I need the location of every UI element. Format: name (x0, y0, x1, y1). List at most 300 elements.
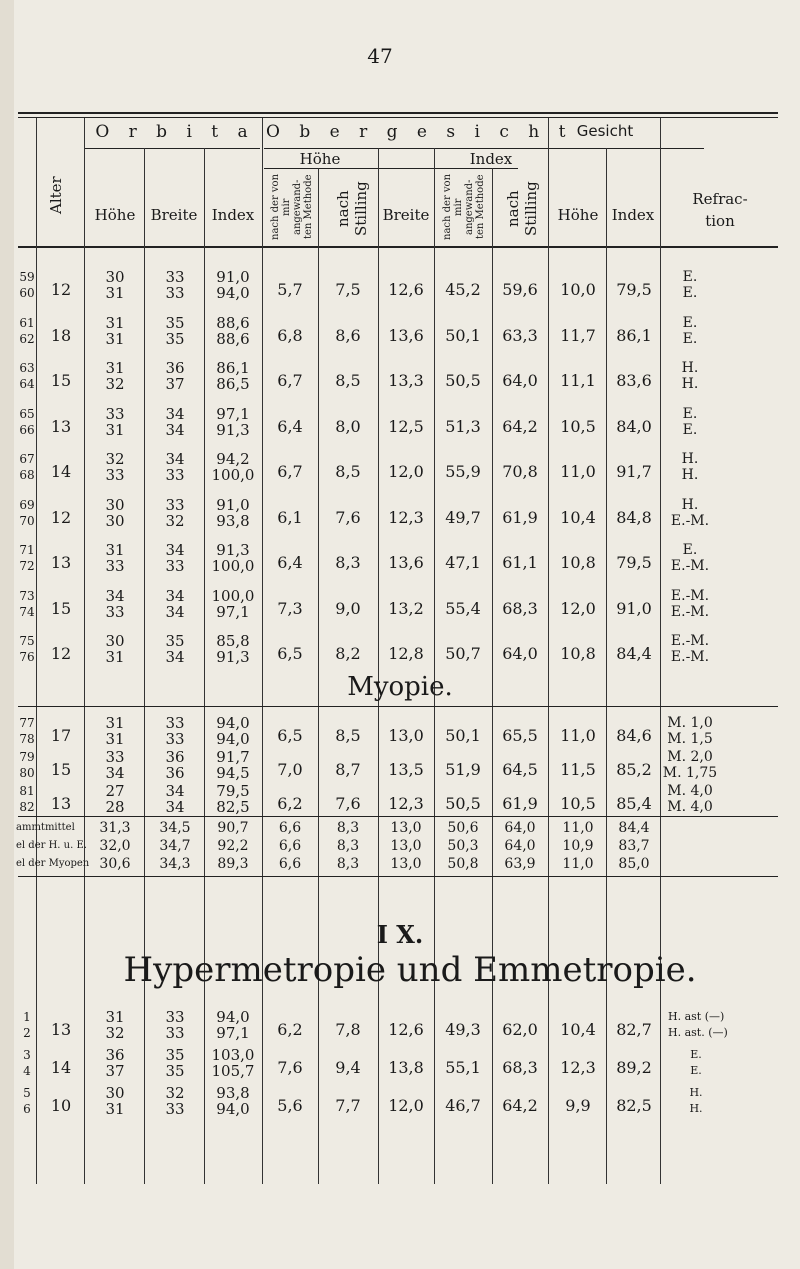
i1-cell: 55,1 (445, 1058, 481, 1077)
oi-cell: 105,7 (211, 1062, 255, 1080)
h1-cell: 6,4 (277, 553, 303, 572)
oh-cell: 32,0 (99, 838, 131, 854)
h2-cell: 8,7 (335, 760, 361, 779)
row-number: 68 (19, 468, 35, 482)
summary-label: el der Myopen (16, 858, 90, 869)
age-cell: 10 (50, 1096, 72, 1115)
oh-cell: 36 (105, 1046, 125, 1064)
oh-cell: 32 (105, 375, 125, 393)
oi-cell: 94,5 (216, 764, 250, 782)
oi-cell: 91,7 (216, 748, 250, 766)
ob-cell: 36 (165, 764, 185, 782)
oh-cell: 30 (105, 632, 125, 650)
myopie-rule (18, 706, 778, 707)
col-line (434, 148, 435, 1184)
gh-cell: 10,0 (560, 280, 596, 299)
row-number: 66 (19, 422, 35, 437)
gi-cell: 82,5 (616, 1096, 652, 1115)
age-cell: 13 (50, 553, 72, 572)
row-number: 67 (19, 452, 35, 466)
h1-cell: 6,7 (277, 371, 303, 390)
row-number: 1 (23, 1010, 31, 1024)
row-number: 63 (19, 361, 35, 375)
oh-cell: 37 (105, 1062, 125, 1080)
br-cell: 13,8 (388, 1058, 424, 1077)
header-orbita-index: Index (211, 206, 255, 224)
h2-cell: 8,3 (336, 856, 360, 872)
oi-cell: 94,0 (216, 714, 250, 732)
i1-cell: 47,1 (445, 553, 481, 572)
h1-cell: 5,6 (277, 1096, 303, 1115)
gi-cell: 84,6 (616, 726, 652, 745)
refraction-cell: H. (689, 1086, 703, 1099)
row-number: 79 (19, 750, 35, 764)
oh-cell: 31 (105, 313, 125, 332)
h1-cell: 6,4 (277, 416, 303, 436)
h1-cell: 6,7 (277, 462, 303, 481)
oh-cell: 31 (105, 420, 125, 439)
i1-cell: 50,1 (445, 325, 481, 345)
ob-cell: 33 (165, 714, 185, 732)
row-number: 61 (19, 315, 35, 330)
ob-cell: 33 (165, 557, 185, 575)
ob-cell: 35 (165, 329, 185, 348)
refraction-cell: M. 4,0 (667, 799, 713, 815)
gi-cell: 82,7 (616, 1020, 652, 1039)
h2-cell: 7,6 (335, 794, 361, 813)
row-number: 3 (23, 1048, 31, 1062)
oi-cell: 92,2 (217, 838, 249, 854)
i1-cell: 51,3 (445, 416, 481, 436)
oh-cell: 28 (105, 798, 125, 816)
refraction-cell: E. (682, 285, 698, 301)
row-number: 81 (19, 784, 35, 798)
oh-cell: 31 (105, 1100, 125, 1118)
h2-cell: 8,5 (335, 726, 361, 745)
row-number: 59 (19, 270, 35, 284)
oi-cell: 97,1 (216, 602, 250, 621)
oh-cell: 33 (105, 748, 125, 766)
h1-cell: 6,5 (277, 726, 303, 745)
row-number: 64 (19, 377, 35, 391)
refraction-cell: H. (689, 1102, 703, 1115)
hoehe-index-subrule (264, 168, 518, 169)
i1-cell: 50,6 (447, 820, 479, 836)
br-cell: 13,5 (388, 760, 424, 779)
oi-cell: 94,0 (216, 1008, 250, 1026)
ob-cell: 34 (165, 798, 185, 816)
refraction-cell: E.-M. (670, 633, 710, 649)
ob-cell: 34 (165, 404, 185, 423)
age-cell: 15 (50, 760, 72, 779)
oh-cell: 31,3 (99, 820, 131, 836)
i2-cell: 61,1 (502, 553, 538, 572)
age-cell: 15 (50, 371, 72, 390)
oh-cell: 31 (105, 648, 125, 666)
header-bottom-rule (18, 246, 778, 248)
h2-cell: 8,3 (336, 838, 360, 854)
gh-cell: 10,4 (560, 1020, 596, 1039)
oh-cell: 31 (105, 1008, 125, 1026)
gi-cell: 83,6 (616, 371, 652, 390)
h1-cell: 7,0 (277, 760, 303, 779)
gh-cell: 10,9 (562, 838, 594, 854)
age-cell: 12 (50, 280, 72, 299)
ob-cell: 33 (165, 730, 185, 748)
col-line (606, 148, 607, 1184)
refraction-cell: E. (682, 330, 698, 347)
oh-cell: 33 (105, 466, 125, 484)
gi-cell: 91,7 (616, 462, 652, 481)
i1-cell: 49,3 (445, 1020, 481, 1039)
header-obergesicht-breite: Breite (382, 206, 430, 224)
age-cell: 12 (50, 507, 72, 527)
header-gesicht-index: Index (611, 206, 655, 224)
ob-cell: 33 (165, 495, 185, 514)
ob-cell: 32 (165, 511, 185, 530)
gesicht-subrule (264, 148, 704, 149)
br-cell: 12,0 (388, 462, 424, 481)
i1-cell: 51,9 (445, 760, 481, 779)
header-obergesicht: O b e r g e s i c h t (266, 122, 573, 142)
br-cell: 13,3 (388, 371, 424, 390)
refraction-cell: H. (681, 360, 699, 376)
h1-cell: 6,6 (278, 856, 302, 872)
br-cell: 12,3 (388, 794, 424, 813)
header-refraction-2: tion (705, 212, 735, 230)
col-line (660, 118, 661, 1184)
h2-cell: 8,2 (335, 644, 361, 663)
ob-cell: 36 (165, 359, 185, 377)
orbita-subrule (84, 148, 260, 149)
header-obergesicht-hoehe: Höhe (299, 150, 341, 168)
oi-cell: 94,0 (216, 284, 250, 302)
ob-cell: 33 (165, 1024, 185, 1042)
oh-cell: 30,6 (99, 856, 131, 872)
age-cell: 13 (50, 416, 72, 436)
h1-cell: 6,2 (277, 1020, 303, 1039)
row-number: 74 (19, 604, 35, 619)
age-cell: 13 (50, 794, 72, 813)
gi-cell: 84,4 (618, 820, 650, 836)
i2-cell: 64,2 (502, 1096, 538, 1115)
i1-cell: 55,9 (445, 462, 481, 481)
i2-cell: 64,5 (502, 760, 538, 779)
i2-cell: 59,6 (502, 280, 538, 299)
oi-cell: 100,0 (211, 586, 255, 605)
gi-cell: 85,2 (616, 760, 652, 779)
row-number: 2 (23, 1026, 31, 1040)
age-cell: 15 (50, 598, 72, 618)
h2-cell: 8,5 (335, 371, 361, 390)
oi-cell: 94,2 (216, 450, 250, 468)
i2-cell: 65,5 (502, 726, 538, 745)
row-number: 72 (19, 559, 35, 573)
ob-cell: 34 (165, 586, 185, 605)
age-cell: 17 (50, 726, 72, 745)
ob-cell: 33 (165, 1100, 185, 1118)
oi-cell: 89,3 (217, 856, 249, 872)
row-number: 77 (19, 716, 35, 730)
gh-cell: 11,0 (560, 462, 596, 481)
oi-cell: 79,5 (216, 782, 250, 800)
header-index-stilling: nach Stilling (504, 181, 540, 237)
col-line (204, 148, 205, 1184)
ob-cell: 34 (165, 648, 185, 666)
oh-cell: 30 (105, 1084, 125, 1102)
h2-cell: 7,6 (335, 507, 361, 527)
refraction-cell: E. (690, 1048, 702, 1061)
h2-cell: 8,5 (335, 462, 361, 481)
ob-cell: 34,3 (159, 856, 191, 872)
br-cell: 12,5 (388, 416, 424, 436)
i2-cell: 63,9 (504, 856, 536, 872)
oi-cell: 91,0 (216, 495, 250, 514)
h1-cell: 6,6 (278, 838, 302, 854)
h2-cell: 8,6 (335, 325, 361, 345)
gi-cell: 79,5 (616, 280, 652, 299)
oh-cell: 31 (105, 714, 125, 732)
ob-cell: 33 (165, 284, 185, 302)
refraction-cell: E. (682, 421, 698, 438)
gi-cell: 84,0 (616, 416, 652, 436)
age-cell: 14 (50, 462, 72, 481)
i1-cell: 50,5 (445, 794, 481, 813)
header-hoehe-stilling: nach Stilling (334, 181, 370, 237)
gi-cell: 83,7 (618, 838, 650, 854)
oi-cell: 94,0 (216, 1100, 250, 1118)
row-number: 78 (19, 732, 35, 746)
i1-cell: 50,5 (445, 371, 481, 390)
header-hoehe-methode: nach der von mir angewand-ten Methode (270, 174, 314, 241)
oi-cell: 97,1 (216, 404, 250, 423)
row-number: 71 (19, 543, 35, 557)
i1-cell: 50,1 (445, 726, 481, 745)
oi-cell: 97,1 (216, 1024, 250, 1042)
gi-cell: 85,0 (618, 856, 650, 872)
h1-cell: 5,7 (277, 280, 303, 299)
oh-cell: 34 (105, 586, 125, 605)
h2-cell: 7,8 (335, 1020, 361, 1039)
i2-cell: 70,8 (502, 462, 538, 481)
header-obergesicht-index: Index (469, 150, 513, 168)
row-number: 75 (19, 634, 35, 648)
header-gesicht: Gesicht (576, 122, 634, 140)
header-refraction-1: Refrac- (692, 190, 748, 208)
oh-cell: 30 (105, 268, 125, 286)
refraction-cell: H. ast (—) (668, 1010, 725, 1023)
header-orbita-hoehe: Höhe (94, 206, 136, 224)
i1-cell: 50,8 (447, 856, 479, 872)
oi-cell: 91,0 (216, 268, 250, 286)
oh-cell: 30 (105, 511, 125, 530)
gi-cell: 79,5 (616, 553, 652, 572)
i2-cell: 64,0 (504, 820, 536, 836)
h1-cell: 6,8 (277, 325, 303, 345)
oh-cell: 32 (105, 450, 125, 468)
h1-cell: 6,6 (278, 820, 302, 836)
ob-cell: 35 (165, 1046, 185, 1064)
col-line (144, 148, 145, 1184)
br-cell: 13,0 (390, 820, 422, 836)
refraction-cell: E.-M. (670, 603, 710, 620)
gh-cell: 11,0 (562, 856, 594, 872)
ob-cell: 34 (165, 450, 185, 468)
h2-cell: 7,5 (335, 280, 361, 299)
header-orbita-breite: Breite (150, 206, 198, 224)
myopie-title: Myopie. (347, 672, 453, 702)
i2-cell: 64,0 (504, 838, 536, 854)
ob-cell: 35 (165, 632, 185, 650)
i2-cell: 61,9 (502, 507, 538, 527)
oh-cell: 31 (105, 329, 125, 348)
refraction-cell: E.-M. (670, 587, 710, 604)
age-cell: 12 (50, 644, 72, 663)
oi-cell: 93,8 (216, 511, 250, 530)
refraction-cell: H. (681, 376, 699, 392)
oi-cell: 88,6 (216, 313, 250, 332)
top-rule (18, 112, 778, 114)
section-ix-numeral: I X. (376, 920, 424, 949)
h2-cell: 9,0 (335, 598, 361, 618)
summary-rule (18, 816, 778, 817)
i1-cell: 45,2 (445, 280, 481, 299)
gi-cell: 84,8 (616, 507, 652, 527)
gi-cell: 91,0 (616, 598, 652, 618)
ob-cell: 34 (165, 541, 185, 559)
oi-cell: 100,0 (211, 557, 255, 575)
gh-cell: 11,5 (560, 760, 596, 779)
refraction-cell: M. 1,75 (662, 765, 718, 781)
gi-cell: 85,4 (616, 794, 652, 813)
ob-cell: 35 (165, 1062, 185, 1080)
oi-cell: 82,5 (216, 798, 250, 816)
oi-cell: 86,5 (216, 375, 250, 393)
oh-cell: 34 (105, 764, 125, 782)
row-number: 70 (19, 513, 35, 528)
scan-binding-edge (0, 0, 15, 1269)
ob-cell: 34,7 (159, 838, 191, 854)
refraction-cell: E. (682, 542, 698, 558)
refraction-cell: M. 1,5 (667, 731, 713, 747)
i1-cell: 46,7 (445, 1096, 481, 1115)
age-cell: 14 (50, 1058, 72, 1077)
ob-cell: 33 (165, 268, 185, 286)
i1-cell: 55,4 (445, 598, 481, 618)
row-number: 62 (19, 331, 35, 346)
col-line (378, 148, 379, 1184)
i2-cell: 62,0 (502, 1020, 538, 1039)
i2-cell: 64,0 (502, 371, 538, 390)
i2-cell: 68,3 (502, 598, 538, 618)
gh-cell: 10,8 (560, 553, 596, 572)
gh-cell: 11,7 (560, 325, 596, 345)
h2-cell: 7,7 (335, 1096, 361, 1115)
summary-label: ammtmittel (16, 822, 75, 833)
gh-cell: 12,3 (560, 1058, 596, 1077)
gh-cell: 11,0 (562, 820, 594, 836)
oh-cell: 31 (105, 284, 125, 302)
br-cell: 13,2 (388, 598, 424, 618)
gh-cell: 12,0 (560, 598, 596, 618)
col-line (548, 118, 549, 1184)
oi-cell: 103,0 (211, 1046, 255, 1064)
row-number: 5 (23, 1086, 31, 1100)
oi-cell: 100,0 (211, 466, 255, 484)
gh-cell: 9,9 (565, 1096, 591, 1115)
ob-cell: 34 (165, 420, 185, 439)
h2-cell: 8,0 (335, 416, 361, 436)
summary-label: el der H. u. E. (16, 840, 87, 851)
refraction-cell: M. 4,0 (667, 783, 713, 799)
oh-cell: 31 (105, 730, 125, 748)
oh-cell: 30 (105, 495, 125, 514)
i2-cell: 61,9 (502, 794, 538, 813)
i2-cell: 63,3 (502, 325, 538, 345)
row-number: 60 (19, 286, 35, 300)
i2-cell: 68,3 (502, 1058, 538, 1077)
age-cell: 13 (50, 1020, 72, 1039)
br-cell: 12,0 (388, 1096, 424, 1115)
br-cell: 12,6 (388, 280, 424, 299)
br-cell: 12,3 (388, 507, 424, 527)
refraction-cell: M. 1,0 (667, 715, 713, 731)
row-number: 4 (23, 1064, 31, 1078)
oh-cell: 31 (105, 541, 125, 559)
ob-cell: 33 (165, 466, 185, 484)
header-index-methode: nach der von mir angewand-ten Methode (442, 174, 486, 241)
gh-cell: 11,1 (560, 371, 596, 390)
refraction-cell: E.-M. (670, 512, 710, 529)
refraction-cell: H. (681, 451, 699, 467)
refraction-cell: M. 2,0 (667, 749, 713, 765)
oh-cell: 33 (105, 557, 125, 575)
ob-cell: 32 (165, 1084, 185, 1102)
oi-cell: 91,3 (216, 420, 250, 439)
oh-cell: 27 (105, 782, 125, 800)
oh-cell: 32 (105, 1024, 125, 1042)
gh-cell: 10,5 (560, 794, 596, 813)
br-cell: 13,0 (390, 838, 422, 854)
i1-cell: 50,7 (445, 644, 481, 663)
page-number: 47 (367, 44, 393, 68)
h1-cell: 6,2 (277, 794, 303, 813)
br-cell: 13,6 (388, 325, 424, 345)
gh-cell: 10,8 (560, 644, 596, 663)
br-cell: 13,6 (388, 553, 424, 572)
refraction-cell: E.-M. (670, 649, 710, 665)
oi-cell: 94,0 (216, 730, 250, 748)
refraction-cell: E. (690, 1064, 702, 1077)
header-orbita: O r b i t a (95, 122, 255, 142)
header-alter: Alter (47, 176, 65, 214)
refraction-cell: H. (681, 496, 699, 513)
h2-cell: 9,4 (335, 1058, 361, 1077)
row-number: 80 (19, 766, 35, 780)
row-number: 82 (19, 800, 35, 814)
top-rule-thin (18, 117, 778, 118)
col-line (262, 118, 263, 1184)
h1-cell: 6,5 (277, 644, 303, 663)
refraction-cell: H. (681, 467, 699, 483)
refraction-cell: E.-M. (670, 558, 710, 574)
br-cell: 12,6 (388, 1020, 424, 1039)
gh-cell: 10,4 (560, 507, 596, 527)
oi-cell: 91,3 (216, 648, 250, 666)
h2-cell: 8,3 (335, 553, 361, 572)
h2-cell: 8,3 (336, 820, 360, 836)
oh-cell: 33 (105, 602, 125, 621)
